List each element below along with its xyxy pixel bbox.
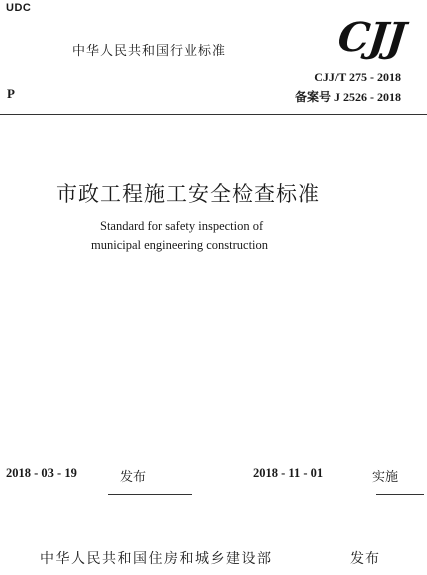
udc-label: UDC: [6, 2, 32, 14]
standard-category: 中华人民共和国行业标准: [72, 44, 227, 59]
title-english-line2: municipal engineering construction: [91, 238, 269, 252]
issue-date: 2018 - 03 - 19: [6, 466, 77, 480]
cjj-logo: CJJ: [335, 14, 408, 61]
implementation-date: 2018 - 11 - 01: [253, 466, 324, 480]
publisher: 中华人民共和国住房和城乡建设部: [40, 551, 273, 567]
implementation-date-underline: [376, 494, 424, 495]
title-english-line1: Standard for safety inspection of: [100, 219, 264, 233]
title-chinese: 市政工程施工安全检查标准: [56, 182, 320, 206]
publish-label: 发布: [350, 551, 380, 567]
record-number: 备案号 J 2526 - 2018: [295, 90, 401, 104]
issue-date-underline: [108, 494, 192, 495]
classification-label: P: [7, 86, 15, 101]
header-divider: [0, 114, 427, 115]
standard-code: CJJ/T 275 - 2018: [314, 70, 401, 84]
implementation-label: 实施: [372, 470, 399, 485]
issue-label: 发布: [120, 470, 147, 485]
